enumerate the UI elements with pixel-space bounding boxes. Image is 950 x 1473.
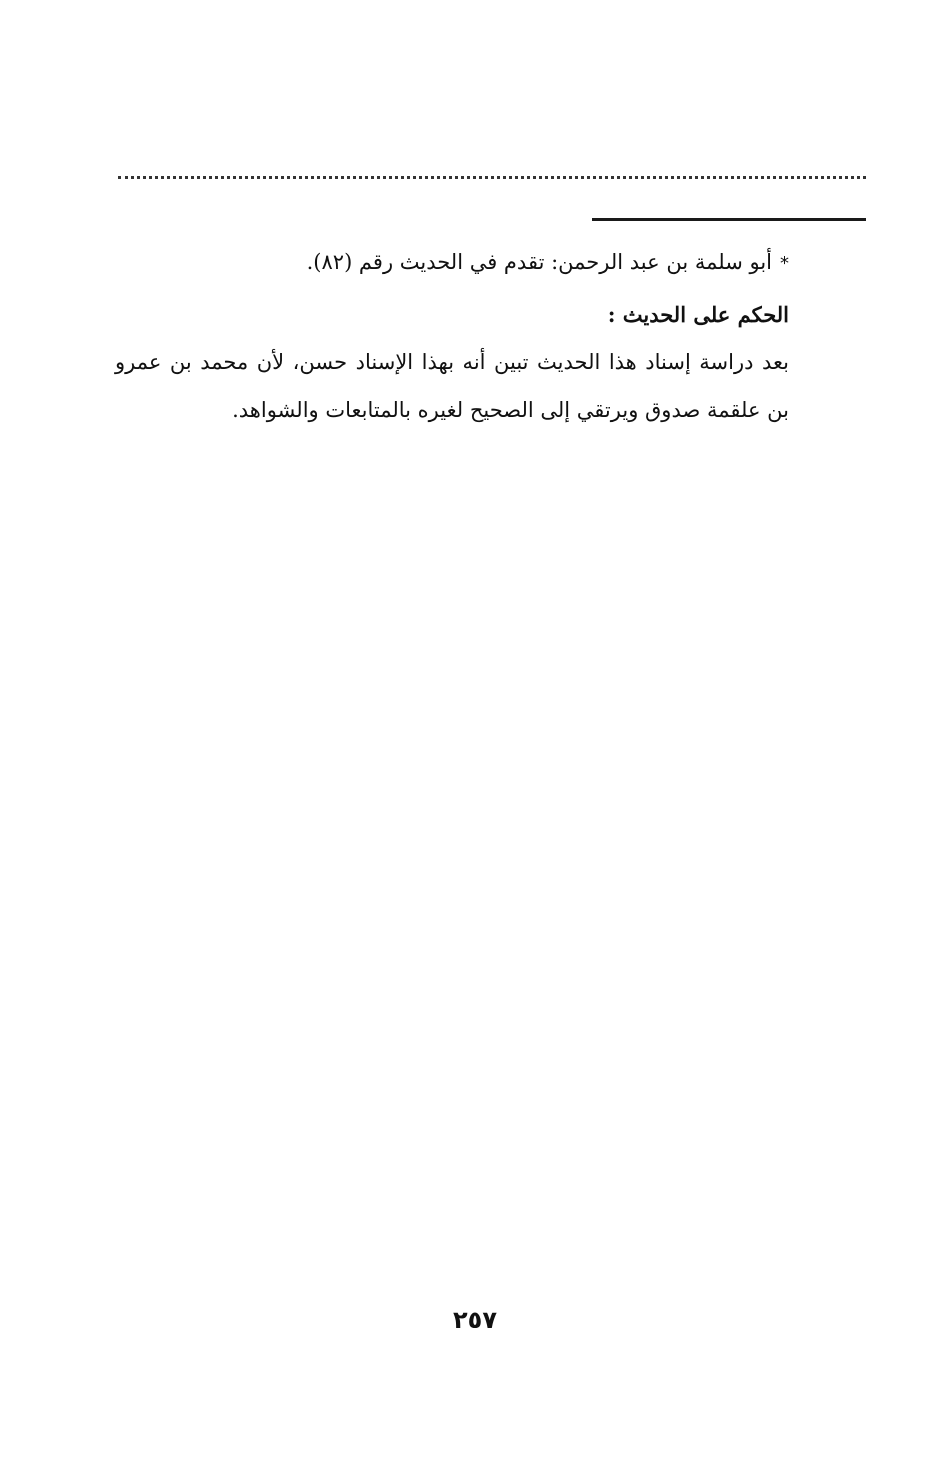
page-number: ٢٥٧: [453, 1306, 497, 1334]
page-body: [115, 244, 789, 434]
narrator-entry: [115, 244, 789, 282]
dotted-separator: [118, 176, 866, 179]
ruling-heading: الحكم على الحديث :: [607, 302, 789, 327]
ruling-paragraph: بعد دراسة إسناد هذا الحديث تبين أنه بهذا الإسناد حسن، لأن محمد بن عمرو بن علقمة صدوق ويرتقي إلى الصحيح لغيره بالمتابعات والشواهد.: [115, 350, 789, 422]
section-rule: [592, 218, 866, 221]
star-bullet-icon: *: [780, 253, 789, 274]
narrator-text: أبو سلمة بن عبد الرحمن: تقدم في الحديث رقم (٨٢).: [306, 250, 772, 274]
